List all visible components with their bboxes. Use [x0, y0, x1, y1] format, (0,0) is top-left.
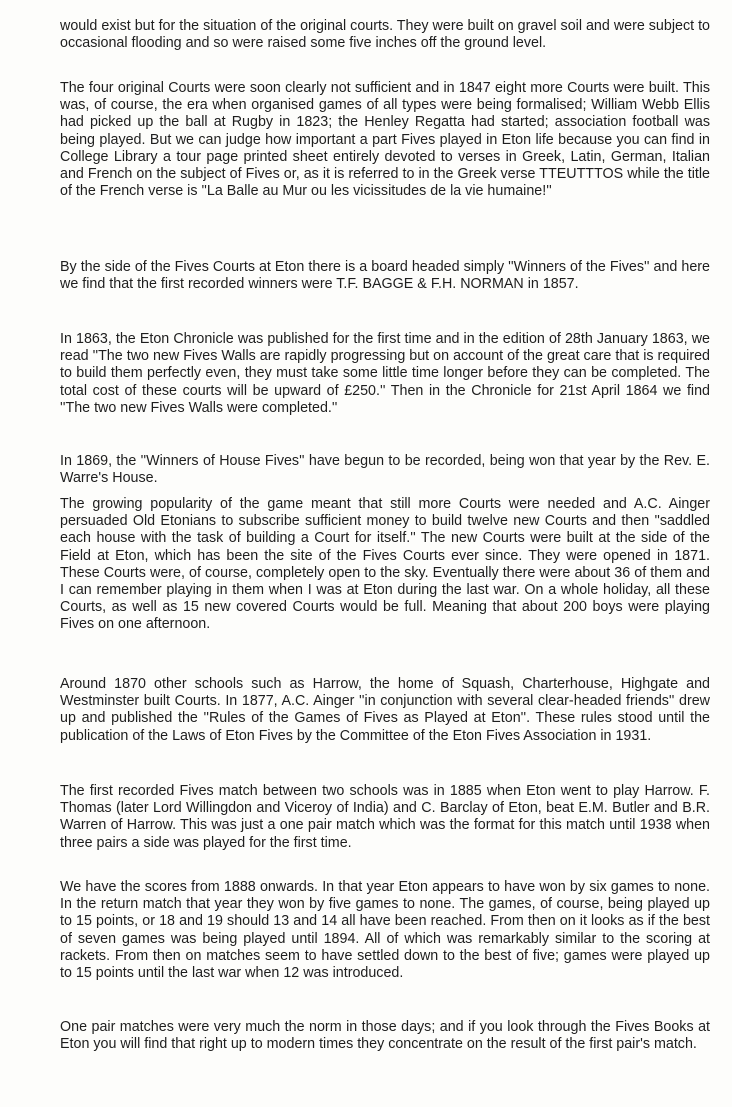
paragraph-8: The first recorded Fives match between two schools was in 1885 when Eton went to play Harrow. F. Thomas (later Lord Willingdon and Viceroy of India) and C. Barclay of Eton, beat E.M. Butler and B.R. Warren of Harrow. This was just a one pair match which was the format for this match until 1938 when three pairs a side was played for the first time. — [60, 783, 710, 851]
paragraph-2: The four original Courts were soon clearly not sufficient and in 1847 eight more Courts were built. This was, of course, the era when organised games of all types were being formalised; William Webb Ellis had picked up the ball at Rugby in 1823; the Henley Regatta had started; association football was being played. But we can judge how important a part Fives played in Eton life because you can find in College Library a tour page printed sheet entirely devoted to verses in Greek, Latin, German, Italian and French on the subject of Fives or, as it is referred to in the Greek verse TTEUTTTOS while the title of the French verse is ''La Balle au Mur ou les vicissitudes de la vie humaine!'' — [60, 80, 710, 200]
paragraph-10: One pair matches were very much the norm in those days; and if you look through the Fives Books at Eton you will find that right up to modern times they concentrate on the result of the first pair's match. — [60, 1019, 710, 1053]
paragraph-6: The growing popularity of the game meant that still more Courts were needed and A.C. Ainger persuaded Old Etonians to subscribe sufficient money to build twelve new Courts and then ''saddled each house with the task of building a Court for itself.'' The new Courts were built at the side of the Field at Eton, which has been the site of the Fives Courts ever since. They were opened in 1871. These Courts were, of course, completely open to the sky. Eventually there were about 36 of them and I can remember playing in them when I was at Eton during the last war. On a whole holiday, all these Courts, as well as 15 new covered Courts would be full. Meaning that about 200 boys were playing Fives on one afternoon. — [60, 496, 710, 633]
paragraph-3: By the side of the Fives Courts at Eton there is a board headed simply ''Winners of the Fives'' and here we find that the first recorded winners were T.F. BAGGE & F.H. NORMAN in 1857. — [60, 259, 710, 293]
paragraph-1: would exist but for the situation of the original courts. They were built on gravel soil and were subject to occasional flooding and so were raised some five inches off the ground level. — [60, 18, 710, 52]
paragraph-9: We have the scores from 1888 onwards. In that year Eton appears to have won by six games to none. In the return match that year they won by five games to none. The games, of course, being played up to 15 points, or 18 and 19 should 13 and 14 all have been reached. From then on it looks as if the best of seven games was being played until 1894. All of which was remarkably similar to the scoring at rackets. From then on matches seem to have settled down to the best of five; games were played up to 15 points until the last war when 12 was introduced. — [60, 879, 710, 982]
paragraph-5: In 1869, the ''Winners of House Fives'' have begun to be recorded, being won that year by the Rev. E. Warre's House. — [60, 453, 710, 487]
paragraph-4: In 1863, the Eton Chronicle was published for the first time and in the edition of 28th January 1863, we read ''The two new Fives Walls are rapidly progressing but on account of the great care that is required to build them perfectly even, they must take some little time longer before they can be completed. The total cost of these courts will be upward of £250.'' Then in the Chronicle for 21st April 1864 we find ''The two new Fives Walls were completed.'' — [60, 331, 710, 416]
paragraph-7: Around 1870 other schools such as Harrow, the home of Squash, Charterhouse, Highgate and Westminster built Courts. In 1877, A.C. Ainger ''in conjunction with several clear-headed friends'' drew up and published the ''Rules of the Games of Fives as Played at Eton''. These rules stood until the publication of the Laws of Eton Fives by the Committee of the Eton Fives Association in 1931. — [60, 676, 710, 744]
